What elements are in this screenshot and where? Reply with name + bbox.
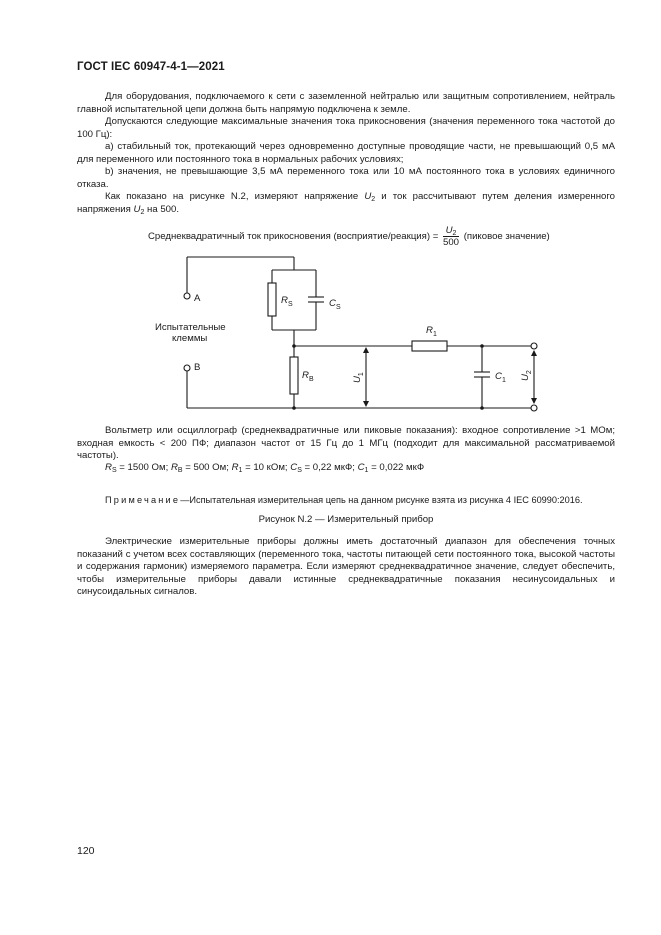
r1-label: $R_1$ — [426, 325, 437, 338]
rb-label: $R_B$ — [302, 370, 314, 383]
terminal-b-circle — [184, 365, 190, 371]
u1-arrow-head-down — [363, 401, 369, 407]
closing-paragraph: Электрические измерительные приборы должны иметь достаточный диапазон для обеспечения точных показаний с учетом всех составляющих (переменного тока, частоты питающей сети постоянного тока, высокой частоты и содержания гармоник) измеряемого параметра. Если измеряют среднеквадратичное значение, следует обеспечить, чтобы измерительные приборы давали истинные среднеквадратичные показания несинусоидальных и синусоидальных сигналов. — [77, 536, 615, 598]
list-item-b: b) значения, не превышающие 3,5 мА переменного тока или 10 мА постоянного тока в условиях единичного отказа. — [77, 166, 615, 190]
u1-arrow-head-up — [363, 347, 369, 353]
formula-rhs: (пиковое значение) — [463, 231, 550, 243]
u2-arrow-head-down — [531, 398, 537, 404]
junction-dot — [292, 406, 296, 410]
terminal-a-label: A — [194, 293, 201, 304]
figure-caption: Рисунок N.2 — Измерительный прибор — [258, 514, 434, 525]
resistor-rb — [290, 357, 298, 394]
c1-label: $C_1$ — [495, 371, 506, 384]
formula-lhs: Среднеквадратичный ток прикосновения (восприятие/реакция) = — [148, 231, 439, 243]
output-terminal-bottom — [531, 405, 537, 411]
page-number: 120 — [77, 845, 95, 857]
output-terminal-top — [531, 343, 537, 349]
formula-numerator: $U_2$ — [443, 225, 459, 237]
intro-paragraph-2: Допускаются следующие максимальные значения тока прикосновения (значения переменного тока частотой до 100 Гц): — [77, 116, 615, 140]
test-terminals-label-line2: клеммы — [172, 333, 208, 344]
meter-specification: Вольтметр или осциллограф (среднеквадратичные или пиковые показания): входное сопротивление >1 МОм; входная емкость < 200 ПФ; диапазон частот от 15 Гц до 1 МГц (подходит для максимальной рассматриваемой частоты). — [77, 425, 615, 462]
component-values: $R_S = 1500$ Ом; $R_B = 500$ Ом; $R_1 = 10$ кОм; $C_S = 0,22$ мкФ; $C_1 = 0,022$ мкФ — [105, 462, 425, 474]
document-header: ГОСТ IEC 60947-4-1—2021 — [77, 61, 225, 73]
terminal-a-circle — [184, 293, 190, 299]
junction-dot — [480, 406, 484, 410]
u2-arrow-head-up — [531, 350, 537, 356]
cs-label: $C_S$ — [329, 298, 341, 311]
formula-denominator: 500 — [443, 237, 460, 248]
test-terminals-label-line1: Испытательные — [155, 322, 226, 333]
intro-paragraph-3: Как показано на рисунке N.2, измеряют напряжение $U_2$ и ток рассчитывают путем деления измеренного напряжения $U_2$ на 500. — [77, 191, 615, 216]
resistor-rs — [268, 283, 276, 316]
junction-dot — [480, 344, 484, 348]
figure-note: Примечание—Испытательная измерительная цепь на данном рисунке взята из рисунка 4 IEC 60990:2016. — [105, 495, 583, 505]
junction-dot — [292, 344, 296, 348]
u2-label: $U_2$ — [520, 370, 533, 381]
list-item-a: a) стабильный ток, протекающий через одновременно доступные проводящие части, не превышающий 0,5 мА для переменного или постоянного тока в нормальных рабочих условиях; — [77, 141, 615, 165]
intro-paragraph-1: Для оборудования, подключаемого к сети с заземленной нейтралью или защитным сопротивлением, нейтраль главной испытательной цепи должна быть напрямую подключена к земле. — [77, 91, 615, 115]
resistor-r1 — [412, 341, 447, 351]
u1-label: $U_1$ — [352, 372, 365, 383]
terminal-b-label: B — [194, 362, 201, 373]
rs-label: $R_S$ — [281, 295, 293, 308]
